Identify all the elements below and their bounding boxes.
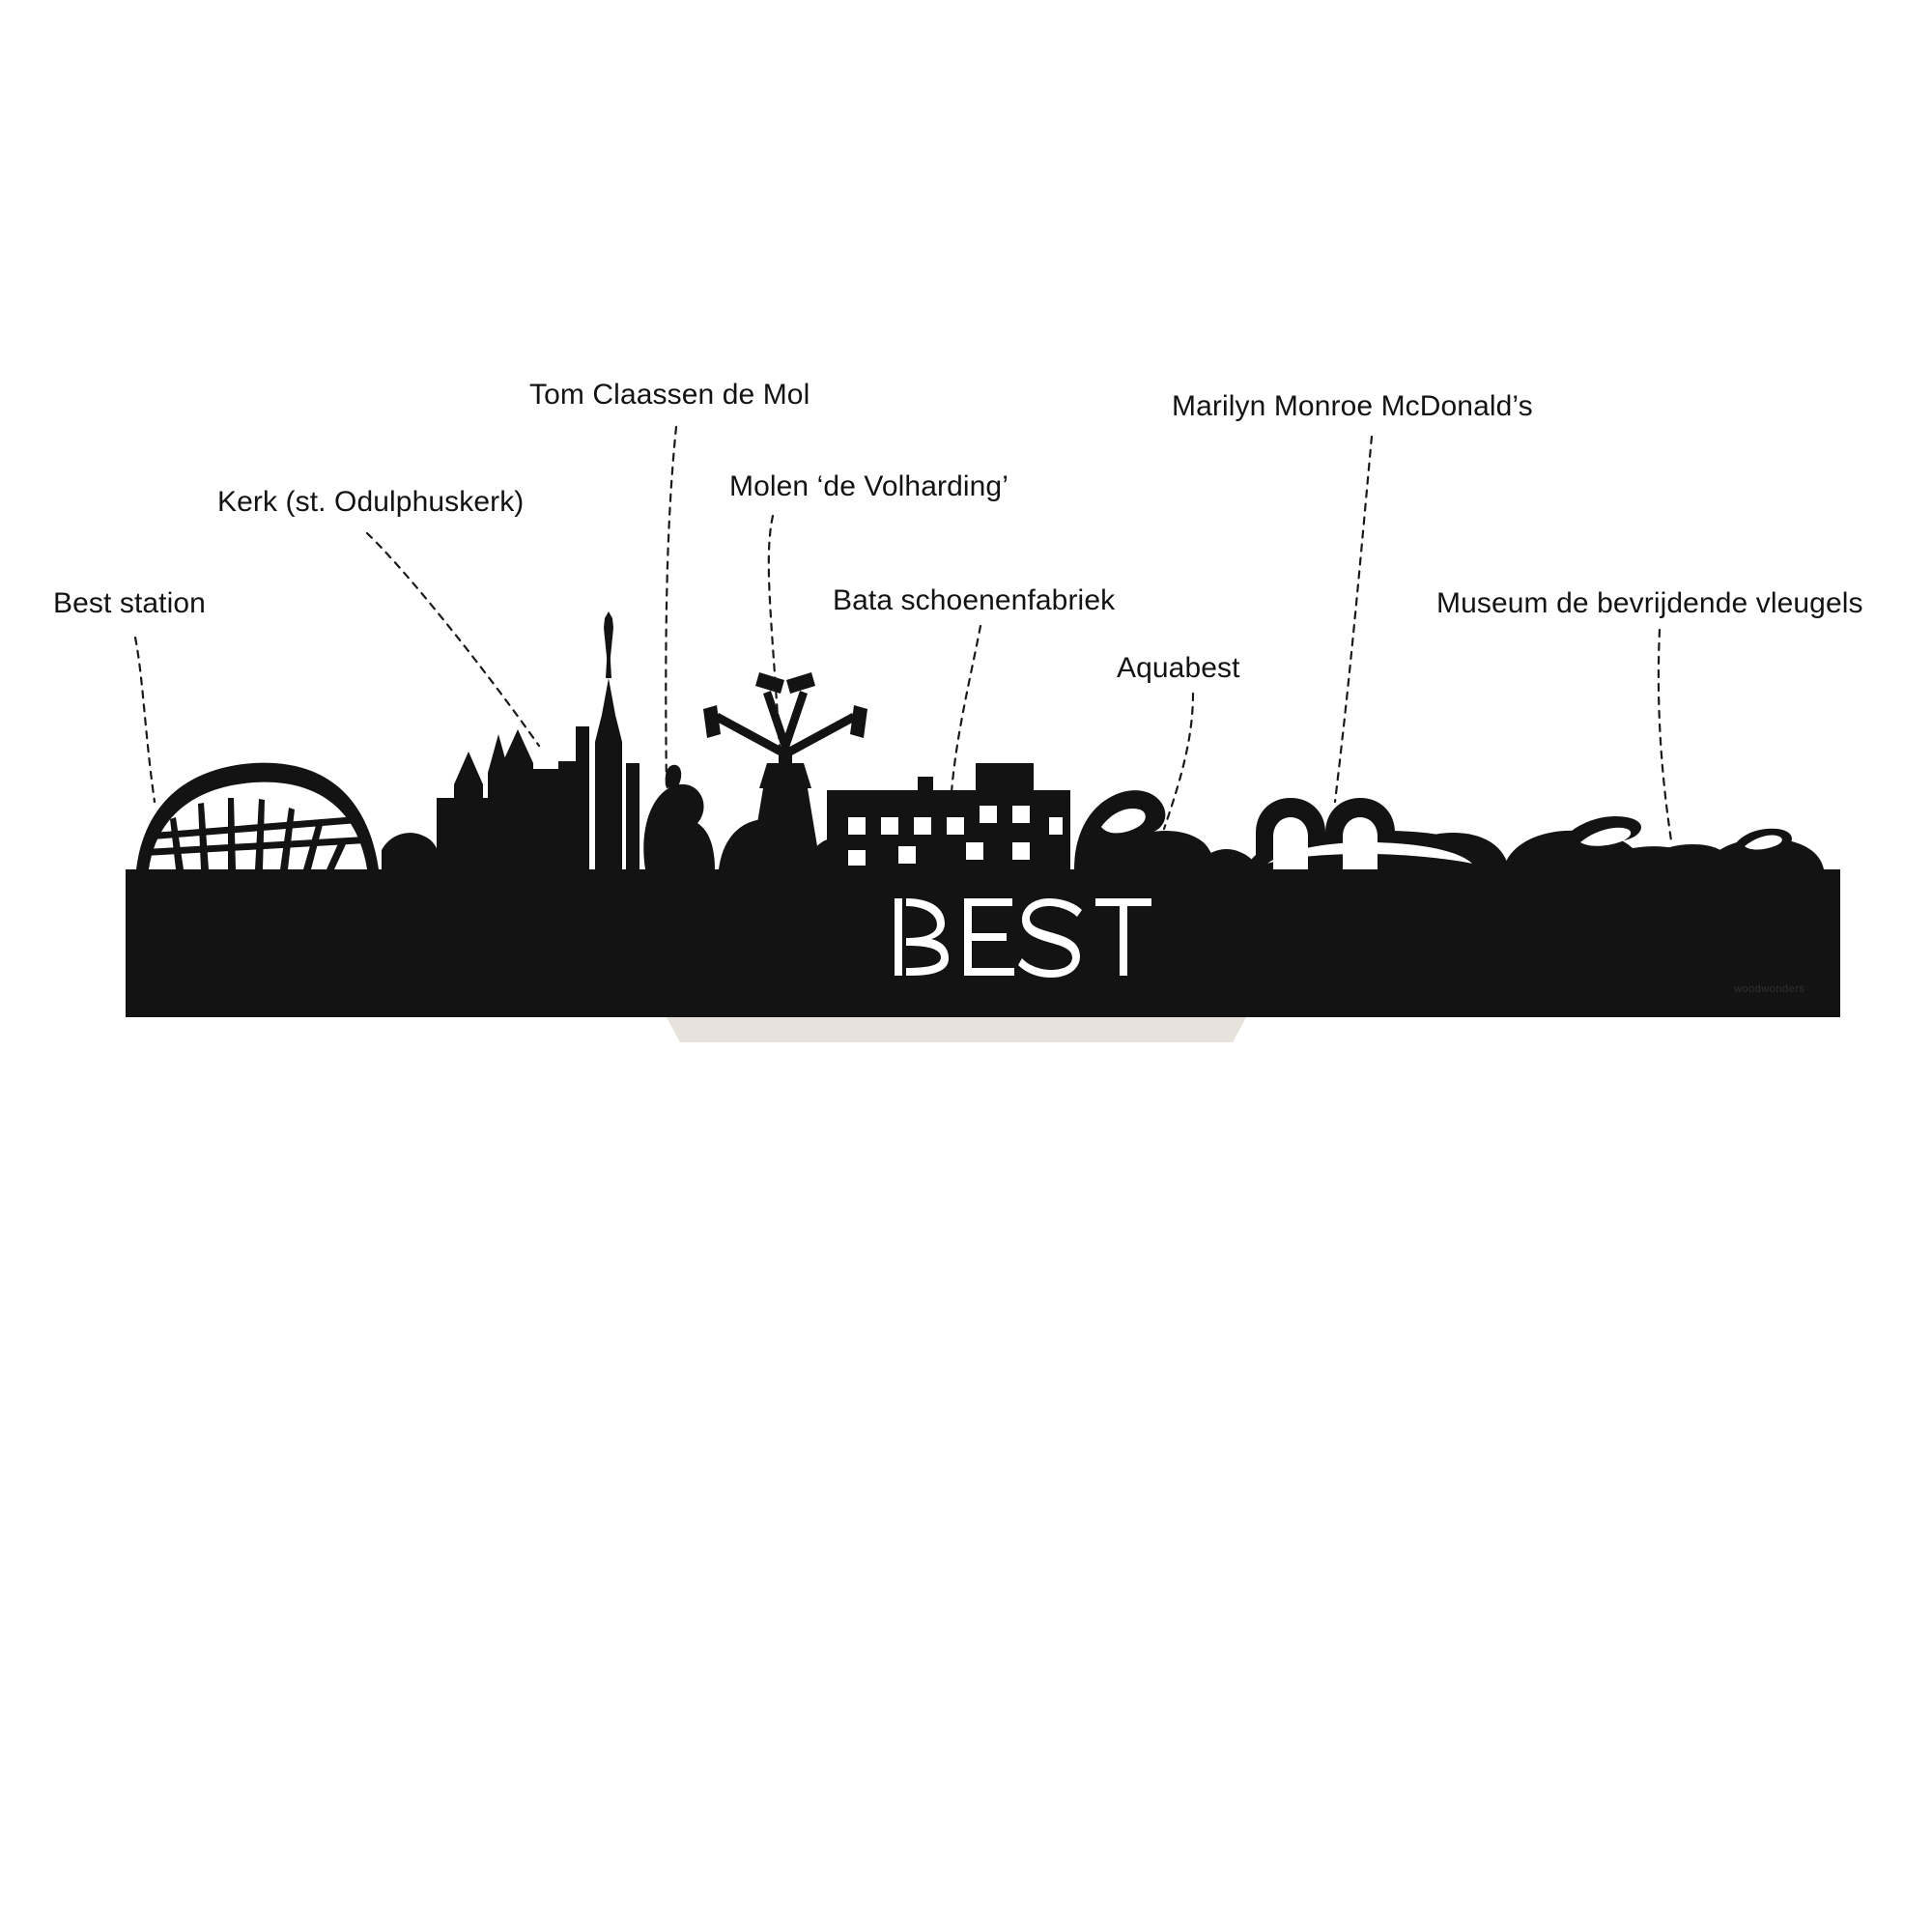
label-molen-de-volharding: Molen ‘de Volharding’ xyxy=(729,470,1009,502)
building-best-station xyxy=(136,763,440,869)
label-tom-claassen-de-mol: Tom Claassen de Mol xyxy=(529,379,810,411)
leader-museum xyxy=(1659,630,1671,840)
leader-tom-claassen xyxy=(666,427,676,792)
label-museum-de-bevrijdende-vleugels: Museum de bevrijdende vleugels xyxy=(1436,587,1863,619)
base-bar xyxy=(126,869,1840,1017)
leader-kerk xyxy=(367,533,539,746)
display-stand xyxy=(667,1017,1246,1042)
leader-best-station xyxy=(135,638,155,802)
label-marilyn-monroe-mcdonalds: Marilyn Monroe McDonald’s xyxy=(1172,390,1533,422)
sculpture-tom-claassen-de-mol xyxy=(643,765,715,869)
label-kerk-odulphuskerk: Kerk (st. Odulphuskerk) xyxy=(217,486,525,518)
watermark-text: woodwonders xyxy=(1734,983,1805,995)
attraction-aquabest xyxy=(1074,790,1258,869)
label-aquabest: Aquabest xyxy=(1117,652,1240,684)
leader-marilyn xyxy=(1335,437,1372,802)
label-bata-schoenenfabriek: Bata schoenenfabriek xyxy=(833,584,1116,616)
label-best-station: Best station xyxy=(53,587,206,619)
city-silhouette xyxy=(126,611,1840,1042)
leader-aquabest xyxy=(1164,694,1193,829)
